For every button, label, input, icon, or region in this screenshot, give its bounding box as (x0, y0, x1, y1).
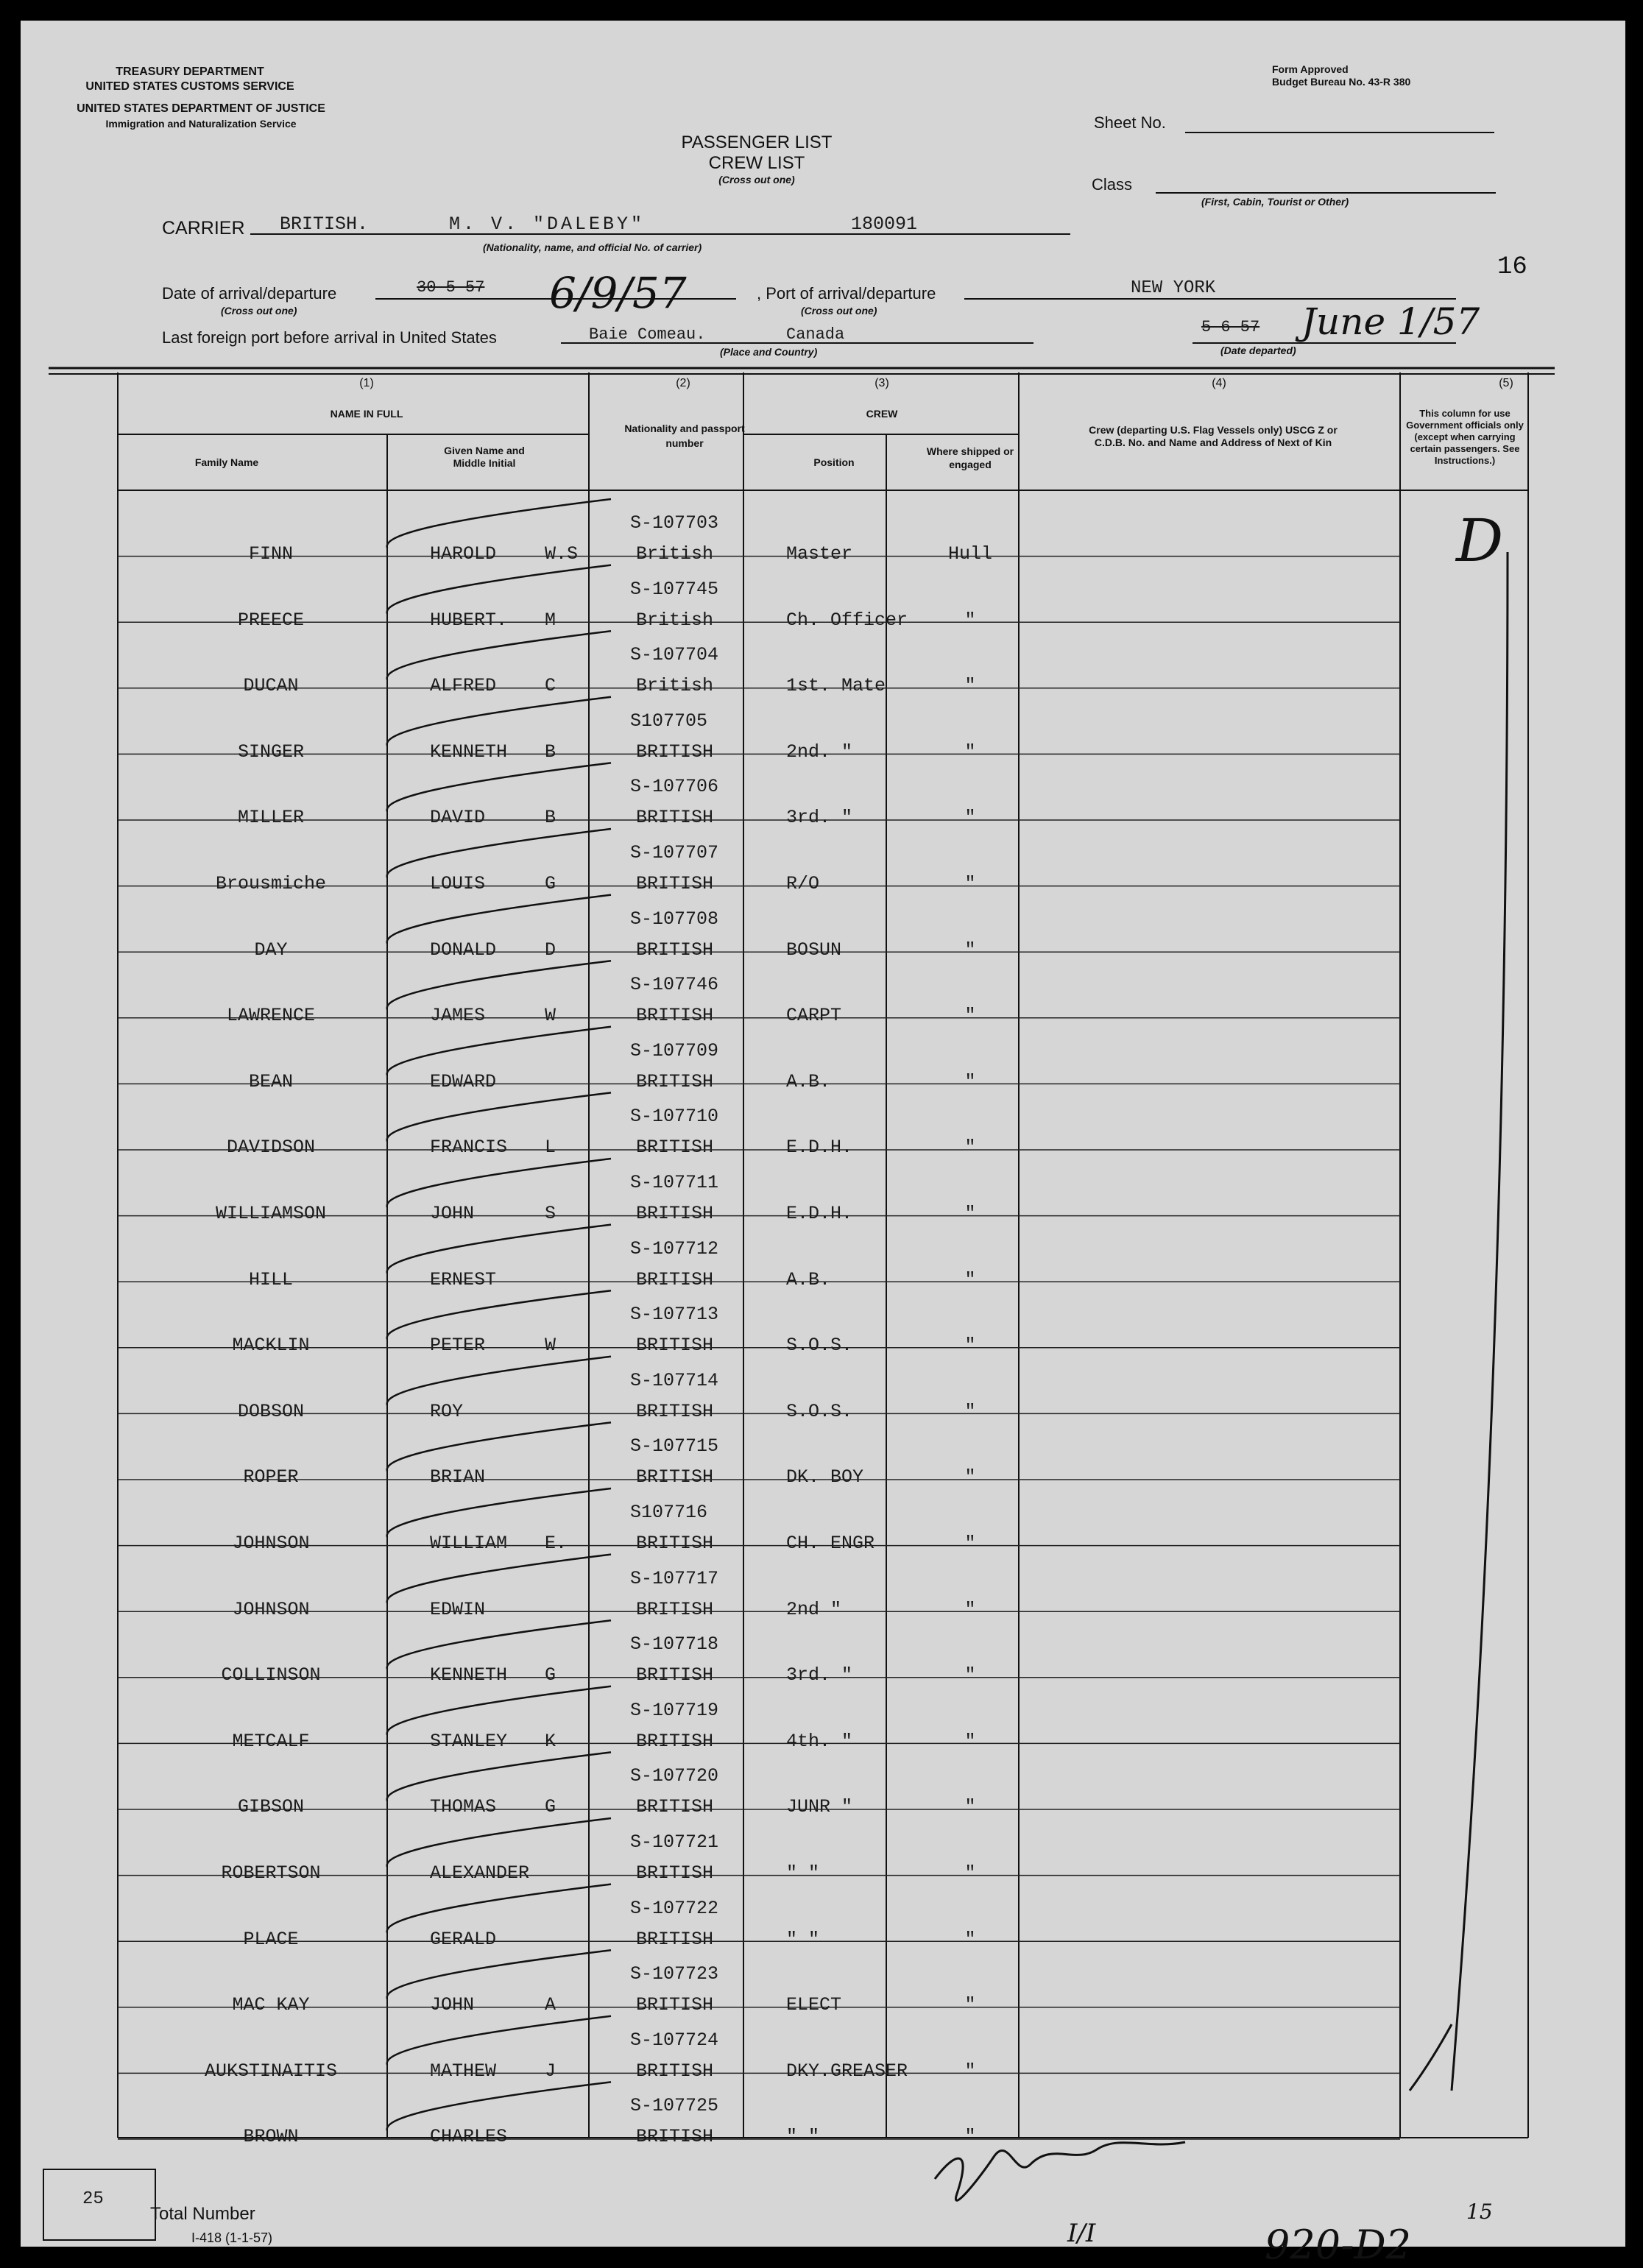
crew-passport: S-107712 (630, 1237, 719, 1260)
crew-position: JUNR " (786, 1796, 853, 1818)
crew-shipped: " (964, 609, 976, 631)
crew-initial: A (545, 1994, 556, 2016)
crew-initial: L (545, 1137, 556, 1159)
crew-nationality: BRITISH (636, 873, 714, 894)
carrier-name: M. V. "DALEBY" (449, 213, 646, 235)
crew-family: MAC KAY (232, 1994, 310, 2016)
crew-nationality: BRITISH (636, 1533, 714, 1554)
crew-nationality: BRITISH (636, 1730, 714, 1752)
crew-position: DK. BOY (786, 1466, 864, 1488)
crew-nationality: BRITISH (636, 1400, 714, 1422)
crew-position: 3rd. " (786, 807, 853, 829)
crew-initial: M (545, 609, 556, 631)
col-given-header: Given Name and Middle Initial (444, 445, 525, 469)
title-crew: CREW LIST (708, 153, 805, 173)
check-stroke (387, 1159, 611, 1207)
crew-family: JOHNSON (232, 1598, 310, 1620)
crew-given: ALFRED (430, 675, 497, 697)
crew-passport: S-107721 (630, 1831, 719, 1853)
crew-shipped: " (964, 741, 976, 763)
check-stroke (387, 895, 611, 944)
crew-shipped: " (964, 1070, 976, 1092)
col1-number: (1) (359, 377, 374, 389)
crew-given: EDWARD (430, 1070, 497, 1092)
crew-passport: S-107707 (630, 842, 719, 863)
class-label: Class (1092, 175, 1133, 194)
crew-position: S.O.S. (786, 1335, 853, 1357)
crew-given: ROY (430, 1400, 464, 1422)
check-stroke (387, 1884, 611, 1933)
check-stroke (387, 1422, 611, 1471)
crew-passport: S-107719 (630, 1699, 719, 1721)
crew-initial: G (545, 1664, 556, 1686)
crew-position: Ch. Officer (786, 609, 908, 631)
col3-number: (3) (875, 377, 889, 389)
crew-passport: S-107715 (630, 1435, 719, 1458)
check-stroke (387, 1027, 611, 1075)
crew-given: HAROLD (430, 543, 497, 565)
crew-initial: B (545, 807, 556, 829)
crew-initial: G (545, 1796, 556, 1818)
crew-nationality: BRITISH (636, 939, 714, 961)
crew-given: ALEXANDER (430, 1862, 530, 1884)
col2-number: (2) (676, 377, 690, 389)
crew-shipped: " (964, 939, 976, 961)
carrier-label: CARRIER (162, 218, 245, 239)
agency-line-4: Immigration and Naturalization Service (105, 118, 297, 130)
crew-shipped: " (964, 1203, 976, 1224)
date-departed-note: (Date departed) (1220, 345, 1296, 356)
crew-nationality: BRITISH (636, 1466, 714, 1488)
crew-given: KENNETH (430, 1664, 508, 1686)
crew-family: PREECE (237, 609, 304, 631)
check-stroke (387, 2082, 611, 2130)
crew-nationality: BRITISH (636, 807, 714, 829)
crew-passport: S-107724 (630, 2029, 719, 2051)
crew-family: WILLIAMSON (215, 1203, 327, 1224)
crew-family: ROPER (243, 1466, 299, 1488)
crew-given: LOUIS (430, 873, 486, 894)
carrier-note: (Nationality, name, and official No. of carrier) (483, 241, 702, 253)
stamp-note: 920-D2 (1265, 2222, 1411, 2268)
crew-family: FINN (248, 543, 293, 565)
agency-line-3: UNITED STATES DEPARTMENT OF JUSTICE (77, 102, 325, 115)
date-handwritten: 6/9/57 (549, 268, 687, 318)
crew-initial: E. (545, 1533, 568, 1554)
check-stroke (387, 631, 611, 679)
title-passenger: PASSENGER LIST (681, 133, 833, 152)
column5-mark: D (1456, 506, 1504, 575)
crew-nationality: BRITISH (636, 1664, 714, 1686)
crew-initial: G (545, 873, 556, 894)
crew-passport: S-107746 (630, 974, 719, 996)
crew-initial: C (545, 675, 556, 697)
crew-position: 3rd. " (786, 1664, 853, 1686)
crew-position: " " (786, 2126, 820, 2148)
carrier-nationality: BRITISH. (280, 213, 369, 235)
crew-nationality: BRITISH (636, 1928, 714, 1950)
crew-given: STANLEY (430, 1730, 508, 1752)
crew-family: MACKLIN (232, 1335, 310, 1357)
col-shipped-header: Where shipped or engaged (926, 445, 1014, 470)
crew-position: A.B. (786, 1070, 831, 1092)
crew-shipped: " (964, 1268, 976, 1290)
crew-initial: J (545, 2060, 556, 2082)
crew-initial: K (545, 1730, 556, 1752)
crew-shipped: " (964, 1796, 976, 1818)
class-note: (First, Cabin, Tourist or Other) (1201, 196, 1349, 208)
crew-initial: W (545, 1335, 556, 1357)
crew-passport: S107705 (630, 710, 708, 732)
crew-family: SINGER (237, 741, 304, 763)
check-stroke (387, 1620, 611, 1669)
crew-passport: S-107708 (630, 908, 719, 930)
crew-passport: S-107717 (630, 1567, 719, 1589)
check-stroke (387, 2016, 611, 2065)
crew-position: Master (786, 543, 853, 565)
crew-nationality: BRITISH (636, 1137, 714, 1159)
crew-nationality: BRITISH (636, 1994, 714, 2016)
crew-position: A.B. (786, 1268, 831, 1290)
last-port-label: Last foreign port before arrival in United States (162, 328, 497, 347)
crew-passport: S-107703 (630, 512, 719, 534)
crew-nationality: BRITISH (636, 1268, 714, 1290)
last-port-place: Baie Comeau. (589, 325, 706, 344)
crew-given: FRANCIS (430, 1137, 508, 1159)
crew-position: 2nd. " (786, 741, 853, 763)
crew-shipped: " (964, 1400, 976, 1422)
crew-nationality: BRITISH (636, 2060, 714, 2082)
sheet-no-label: Sheet No. (1094, 113, 1166, 132)
carrier-number: 180091 (851, 213, 918, 235)
crew-position: CARPT (786, 1005, 842, 1027)
crew-shipped: " (964, 1137, 976, 1159)
budget-bureau: Budget Bureau No. 43-R 380 (1272, 76, 1411, 88)
check-stroke (387, 829, 611, 877)
crew-given: JOHN (430, 1994, 475, 2016)
crew-shipped: " (964, 1335, 976, 1357)
crew-given: GERALD (430, 1928, 497, 1950)
crew-family: GIBSON (237, 1796, 304, 1818)
crew-given: KENNETH (430, 741, 508, 763)
col1-title: NAME IN FULL (330, 408, 403, 420)
crew-given: JAMES (430, 1005, 486, 1027)
date-departed-hand: June 1/57 (1301, 300, 1480, 343)
crew-passport: S-107718 (630, 1633, 719, 1656)
crew-passport: S-107745 (630, 578, 719, 600)
check-stroke (387, 1818, 611, 1867)
crew-position: S.O.S. (786, 1400, 853, 1422)
crew-given: DONALD (430, 939, 497, 961)
crew-passport: S-107709 (630, 1039, 719, 1061)
crew-family: COLLINSON (221, 1664, 321, 1686)
last-port-note: (Place and Country) (720, 346, 818, 358)
crew-shipped: " (964, 1533, 976, 1554)
crew-family: ROBERTSON (221, 1862, 321, 1884)
crew-family: DUCAN (243, 675, 299, 697)
total-value: 25 (82, 2189, 104, 2209)
crew-initial: W (545, 1005, 556, 1027)
crew-family: BEAN (248, 1070, 293, 1092)
date-note: (Cross out one) (221, 305, 297, 317)
crew-position: " " (786, 1928, 820, 1950)
check-stroke (387, 499, 611, 548)
crew-family: METCALF (232, 1730, 310, 1752)
crew-shipped: " (964, 807, 976, 829)
crew-nationality: BRITISH (636, 1796, 714, 1818)
crew-shipped: " (964, 1005, 976, 1027)
crew-family: DAY (254, 939, 288, 961)
crew-shipped: " (964, 675, 976, 697)
crew-given: PETER (430, 1335, 486, 1357)
crew-given: CHARLES (430, 2126, 508, 2148)
col-family-header: Family Name (194, 456, 259, 468)
crew-given: ERNEST (430, 1268, 497, 1290)
crew-family: AUKSTINAITIS (204, 2060, 338, 2082)
crew-family: LAWRENCE (226, 1005, 316, 1027)
crew-initial: B (545, 741, 556, 763)
check-stroke (387, 565, 611, 614)
crew-shipped: " (964, 1862, 976, 1884)
port-value: NEW YORK (1131, 278, 1216, 298)
crew-passport: S-107713 (630, 1304, 719, 1326)
crew-initial: W.S (545, 543, 579, 565)
crew-family: HILL (248, 1268, 293, 1290)
check-stroke (387, 1225, 611, 1273)
crew-shipped: " (964, 1928, 976, 1950)
crew-family: BROWN (243, 2126, 299, 2148)
agency-line-1: TREASURY DEPARTMENT (116, 66, 264, 78)
col-position-header: Position (813, 456, 855, 468)
page-number: 16 (1497, 253, 1527, 281)
form-number: I-418 (1-1-57) (191, 2230, 273, 2245)
crew-family: MILLER (237, 807, 304, 829)
crew-nationality: BRITISH (636, 1862, 714, 1884)
crew-position: ELECT (786, 1994, 842, 2016)
check-stroke (387, 961, 611, 1009)
check-stroke (387, 1555, 611, 1603)
crew-shipped: " (964, 1466, 976, 1488)
crew-passport: S107716 (630, 1502, 708, 1523)
crew-position: " " (786, 1862, 820, 1884)
crew-nationality: BRITISH (636, 1005, 714, 1027)
crew-shipped: " (964, 1730, 976, 1752)
crew-position: 4th. " (786, 1730, 853, 1752)
port-label: , Port of arrival/departure (757, 284, 936, 303)
crew-nationality: BRITISH (636, 1070, 714, 1092)
crew-shipped: " (964, 1994, 976, 2016)
check-stroke (387, 1488, 611, 1537)
check-stroke (387, 1752, 611, 1801)
last-port-country: Canada (786, 325, 845, 344)
col5-number: (5) (1499, 377, 1513, 389)
check-stroke (387, 1950, 611, 1999)
date-label: Date of arrival/departure (162, 284, 337, 303)
crew-nationality: BRITISH (636, 1598, 714, 1620)
col2-title: Nationality and passport number (624, 423, 745, 449)
date-departed-struck: 5-6-57 (1201, 318, 1260, 336)
crew-initial: S (545, 1203, 556, 1224)
crew-passport: S-107711 (630, 1172, 719, 1193)
crew-nationality: British (636, 543, 714, 565)
crew-shipped: Hull (948, 543, 993, 565)
crew-passport: S-107720 (630, 1765, 719, 1787)
check-stroke (387, 1290, 611, 1339)
crew-passport: S-107710 (630, 1106, 719, 1128)
crew-passport: S-107714 (630, 1369, 719, 1391)
crew-family: JOHNSON (232, 1533, 310, 1554)
crew-given: MATHEW (430, 2060, 497, 2082)
crew-nationality: BRITISH (636, 2126, 714, 2148)
crew-nationality: BRITISH (636, 741, 714, 763)
crew-family: Brousmiche (215, 873, 327, 894)
crew-position: E.D.H. (786, 1137, 853, 1159)
agency-line-2: UNITED STATES CUSTOMS SERVICE (85, 80, 294, 93)
stamp-superscript: 15 (1466, 2200, 1493, 2224)
signature-initials: I/I (1067, 2219, 1096, 2248)
crew-passport: S-107722 (630, 1897, 719, 1919)
crew-family: DOBSON (237, 1400, 304, 1422)
crew-family: DAVIDSON (226, 1137, 316, 1159)
crew-shipped: " (964, 2126, 976, 2148)
crew-nationality: BRITISH (636, 1335, 714, 1357)
crew-position: 2nd " (786, 1598, 842, 1620)
crew-given: WILLIAM (430, 1533, 508, 1554)
check-stroke (387, 1357, 611, 1405)
col5-title: This column for use Government officials only (except when carrying certain passengers. See Instructions.) (1406, 408, 1524, 466)
crew-position: BOSUN (786, 939, 842, 961)
crew-shipped: " (964, 1664, 976, 1686)
crew-shipped: " (964, 873, 976, 894)
col4-title: Crew (departing U.S. Flag Vessels only) USCG Z or C.D.B. No. and Name and Address of Next of Kin (1089, 424, 1338, 448)
crew-position: 1st. Mate (786, 675, 886, 697)
crew-given: THOMAS (430, 1796, 497, 1818)
crew-given: EDWIN (430, 1598, 486, 1620)
date-struck: 30-5-57 (417, 278, 485, 297)
col3-title: CREW (866, 408, 898, 420)
crew-initial: D (545, 939, 556, 961)
crew-nationality: British (636, 675, 714, 697)
crew-passport: S-107706 (630, 776, 719, 798)
crew-position: CH. ENGR (786, 1533, 875, 1554)
crew-nationality: British (636, 609, 714, 631)
title-note: (Cross out one) (718, 174, 795, 186)
crew-position: E.D.H. (786, 1203, 853, 1224)
check-stroke (387, 1092, 611, 1141)
check-stroke (387, 763, 611, 811)
crew-given: HUBERT. (430, 609, 508, 631)
crew-passport: S-107725 (630, 2095, 719, 2117)
crew-given: DAVID (430, 807, 486, 829)
crew-position: R/O (786, 873, 820, 894)
crew-passport: S-107723 (630, 1963, 719, 1985)
form-approved: Form Approved (1272, 63, 1349, 75)
col4-number: (4) (1212, 377, 1226, 389)
port-note: (Cross out one) (801, 305, 877, 317)
check-stroke (387, 697, 611, 746)
crew-nationality: BRITISH (636, 1203, 714, 1224)
crew-shipped: " (964, 2060, 976, 2082)
crew-given: JOHN (430, 1203, 475, 1224)
check-stroke (387, 1686, 611, 1735)
crew-shipped: " (964, 1598, 976, 1620)
crew-given: BRIAN (430, 1466, 486, 1488)
crew-position: DKY.GREASER (786, 2060, 908, 2082)
crew-family: PLACE (243, 1928, 299, 1950)
crew-passport: S-107704 (630, 644, 719, 666)
total-label: Total Number (150, 2204, 255, 2224)
